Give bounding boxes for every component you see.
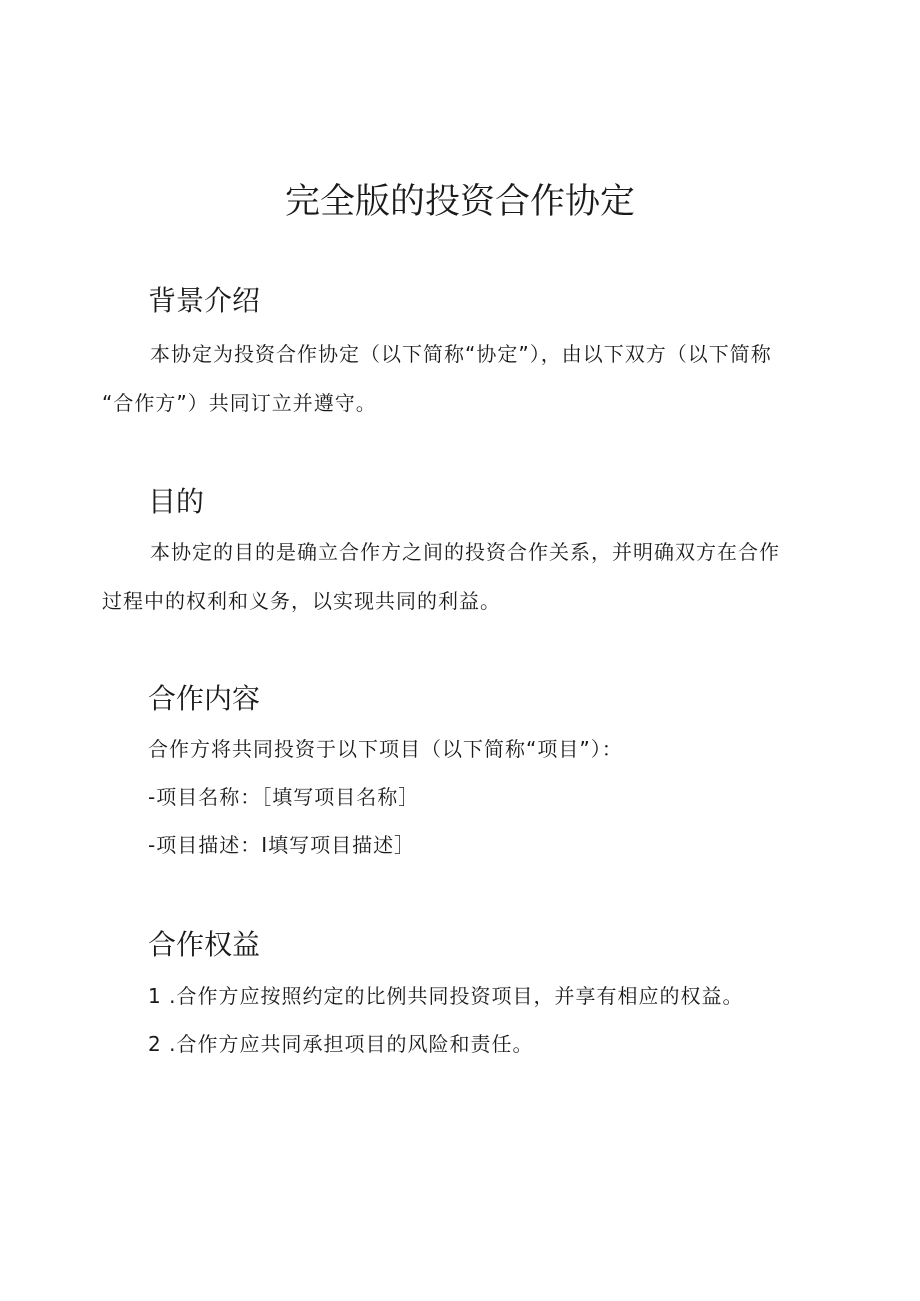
section-heading-background: 背景介绍 bbox=[148, 284, 261, 317]
purpose-paragraph-line-2: 过程中的权利和义务，以实现共同的利益。 bbox=[102, 589, 501, 613]
document-title: 完全版的投资合作协定 bbox=[284, 182, 635, 222]
cooperation-content-intro: 合作方将共同投资于以下项目（以下简称“项目”）： bbox=[148, 737, 623, 761]
section-heading-cooperation-content: 合作内容 bbox=[148, 682, 261, 715]
section-heading-cooperation-rights: 合作权益 bbox=[148, 928, 261, 961]
project-description-item: -项目描述：I填写项目描述］ bbox=[148, 833, 416, 857]
background-paragraph-line-2: “合作方”）共同订立并遵守。 bbox=[102, 391, 377, 415]
background-paragraph-line-1: 本协定为投资合作协定（以下简称“协定”），由以下双方（以下简称 bbox=[150, 342, 772, 366]
rights-list-item-1: 1 .合作方应按照约定的比例共同投资项目，并享有相应的权益。 bbox=[148, 984, 744, 1008]
project-name-item: -项目名称：［填写项目名称］ bbox=[148, 785, 420, 809]
rights-list-item-2: 2 .合作方应共同承担项目的风险和责任。 bbox=[148, 1032, 534, 1056]
purpose-paragraph-line-1: 本协定的目的是确立合作方之间的投资合作关系，并明确双方在合作 bbox=[150, 540, 780, 564]
section-heading-purpose: 目的 bbox=[148, 485, 205, 518]
